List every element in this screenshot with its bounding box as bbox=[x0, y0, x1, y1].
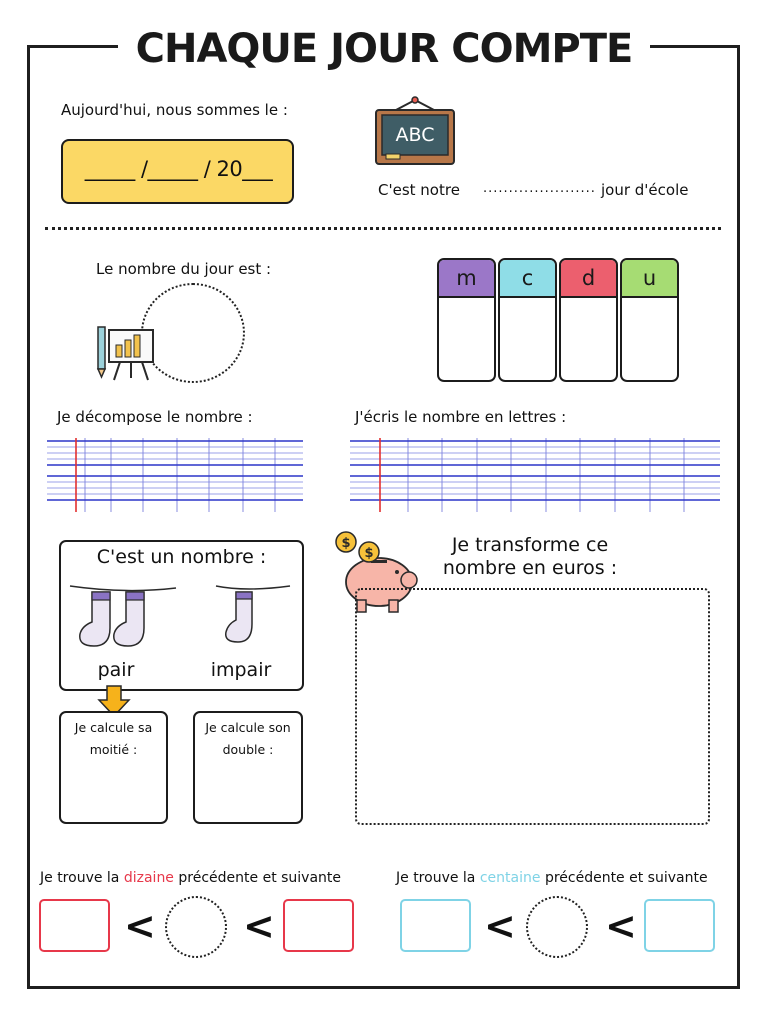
chalkboard-text: ABC bbox=[395, 124, 435, 146]
school-day-label-end: jour d'école bbox=[601, 181, 689, 199]
hundreds-prefix: Je trouve la bbox=[396, 870, 476, 886]
number-of-day-label: Le nombre du jour est : bbox=[96, 260, 272, 278]
place-value-column bbox=[437, 258, 496, 382]
sock-icon bbox=[80, 592, 110, 646]
euros-drawing-box bbox=[355, 588, 710, 825]
euros-label-line1: Je transforme ce bbox=[451, 534, 609, 556]
tens-suffix: précédente et suivante bbox=[178, 870, 342, 886]
hundreds-label bbox=[396, 870, 708, 886]
place-value-header: u bbox=[622, 260, 677, 298]
hundreds-next-box bbox=[644, 899, 715, 952]
sock-icon bbox=[114, 592, 144, 646]
half-label: Je calcule sa moitié : bbox=[74, 720, 153, 757]
hundreds-number-circle bbox=[526, 896, 588, 958]
coin-icon bbox=[336, 532, 356, 552]
tens-keyword: dizaine bbox=[123, 870, 174, 886]
place-value-table bbox=[437, 258, 680, 382]
decompose-ruled-lines bbox=[47, 438, 303, 512]
coin-icon bbox=[359, 542, 379, 562]
svg-text:$: $ bbox=[341, 536, 351, 551]
school-day-label-start: C'est notre bbox=[378, 181, 460, 199]
letters-ruled-lines bbox=[350, 438, 720, 512]
chalkboard-icon bbox=[374, 96, 456, 166]
dotted-separator bbox=[45, 227, 721, 230]
place-value-header: c bbox=[500, 260, 555, 298]
parity-heading: C'est un nombre : bbox=[96, 546, 267, 568]
sock-icon bbox=[226, 592, 252, 642]
letters-label: J'écris le nombre en lettres : bbox=[355, 408, 567, 426]
place-value-column bbox=[620, 258, 679, 382]
place-value-header: d bbox=[561, 260, 616, 298]
less-than-symbol: < bbox=[243, 904, 275, 948]
svg-text:$: $ bbox=[364, 546, 374, 561]
less-than-symbol: < bbox=[605, 904, 637, 948]
hundreds-suffix: précédente et suivante bbox=[544, 870, 708, 886]
page-title: CHAQUE JOUR COMPTE bbox=[118, 26, 651, 72]
tens-label bbox=[40, 870, 341, 886]
hundreds-previous-box bbox=[400, 899, 471, 952]
easel-chart-icon bbox=[94, 322, 158, 382]
even-label: pair bbox=[97, 659, 135, 681]
socks-illustration bbox=[66, 576, 294, 652]
place-value-header: m bbox=[439, 260, 494, 298]
page-title-wrap bbox=[0, 26, 768, 72]
euros-label-line2: nombre en euros : bbox=[442, 557, 618, 579]
tens-prefix: Je trouve la bbox=[40, 870, 120, 886]
less-than-symbol: < bbox=[124, 904, 156, 948]
school-day-dots: ...................... bbox=[483, 181, 596, 196]
hundreds-keyword: centaine bbox=[479, 870, 541, 886]
tens-number-circle bbox=[165, 896, 227, 958]
tens-previous-box bbox=[39, 899, 110, 952]
odd-label: impair bbox=[210, 659, 272, 681]
tens-next-box bbox=[283, 899, 354, 952]
less-than-symbol: < bbox=[484, 904, 516, 948]
place-value-column bbox=[498, 258, 557, 382]
date-label: Aujourd'hui, nous sommes le : bbox=[61, 101, 288, 119]
date-template: _____ /_____ / 20___ bbox=[84, 157, 273, 181]
place-value-column bbox=[559, 258, 618, 382]
decompose-label: Je décompose le nombre : bbox=[57, 408, 253, 426]
double-label: Je calcule son double : bbox=[205, 720, 291, 757]
